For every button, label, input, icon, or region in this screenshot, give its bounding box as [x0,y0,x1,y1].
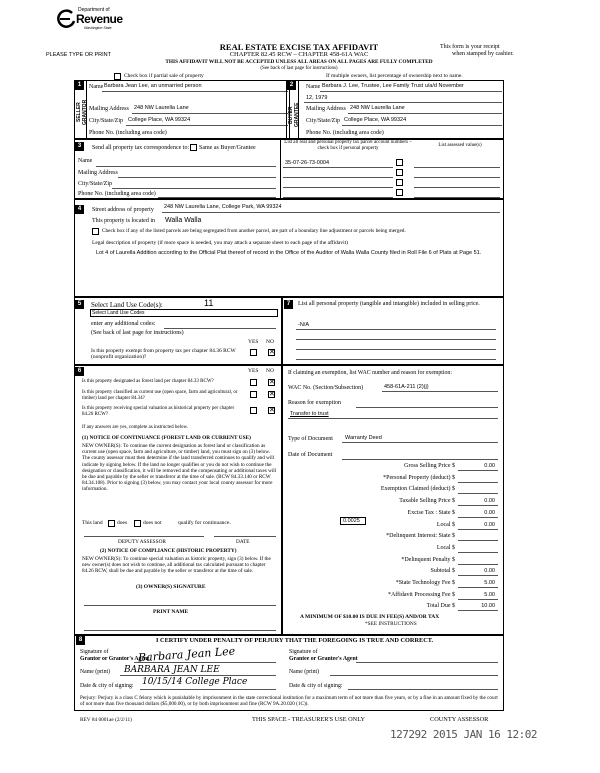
fee-label: *Affidavit Processing Fee $ [387,591,455,598]
fee-underline [458,610,498,611]
county-value[interactable]: Walla Walla [165,217,202,224]
exempt-no-checkbox[interactable]: ✕ [269,348,275,356]
fee-label: Excise Tax : State $ [407,509,455,516]
legal-description-value[interactable]: Lot 4 of Laurella Addition according to the Official Plat thereof of record in the Office of the Auditor of Walla Walla County filed in Roll File 6 of Plats at Page 51. [96,250,482,256]
parcel-number[interactable]: 35-07-26-73-0004 [285,160,330,166]
fee-underline [458,470,498,471]
receipt-note-2: when stamped by cashier. [452,51,514,57]
form-chapter: CHAPTER 82.45 RCW – CHAPTER 458-61A WAC [229,51,369,58]
deputy-assessor-label: DEPUTY ASSESSOR [118,539,166,545]
section-6-marker: 6 [75,367,84,376]
fee-underline [458,482,498,483]
wac-value[interactable]: 458-61A-211 (2)(j) [384,384,429,390]
logo-dept: Department of [78,7,110,13]
grantee-agent-label: Grantee or Grantee's Agent [289,656,358,662]
county-assessor-label: COUNTY ASSESSOR [430,716,489,723]
receipt-note: This form is your receipt [440,44,500,50]
buyer-mailing-value[interactable]: 248 NW Laurella Lane [350,105,405,111]
deputy-date-label: DATE [236,539,250,545]
section-5-marker: 5 [75,300,84,309]
logo-sub: Washington State [84,26,112,30]
partial-sale-checkbox[interactable] [114,73,121,80]
fee-label: *Delinquent Interest: State $ [386,533,455,540]
fee-label: Gross Selling Price $ [404,463,455,469]
reason-exemption-label: Reason for exemption [288,400,341,406]
buyer-name-value-2[interactable]: 12, 1979 [306,95,328,101]
logo-swoosh-icon [56,9,76,29]
corr-mailing-label: Mailing Address [78,170,118,176]
yes-header-6: YES [248,368,259,374]
buyer-phone-label: Phone No. (including area code) [306,130,384,136]
notice-continuance-title: (1) NOTICE OF CONTINUANCE (FOREST LAND OR CURRENT USE) [82,435,251,441]
buyer-name-label: Name [306,84,321,90]
fee-label: Taxable Selling Price $ [399,498,455,505]
fee-value[interactable]: 0.00 [484,463,495,469]
type-or-print: PLEASE TYPE OR PRINT [46,52,112,58]
logo-name: Revenue [76,12,123,26]
fee-underline [458,493,498,494]
doc-date-label: Date of Document [288,452,333,458]
seller-mailing-value[interactable]: 248 NW Laurella Lane [134,105,189,111]
send-correspondence-label: Send all property tax correspondence to: [92,145,190,151]
does-not-label: does not [143,520,162,526]
fee-underline [458,587,498,588]
seller-city-value[interactable]: College Place, WA 99324 [128,117,191,123]
fee-underline [458,517,498,518]
fee-underline [458,540,498,541]
corr-name-label: Name [78,158,93,164]
reason-exemption-value[interactable]: Transfer to trust [290,411,329,417]
street-address-value[interactable]: 248 NW Laurella Lane, College Park, WA 99324 [164,204,282,210]
forest-no-checkbox[interactable]: ✕ [269,378,275,386]
seller-grantor-label: SELLER GRANTOR [76,99,88,125]
fee-value[interactable]: 10.00 [481,603,495,610]
fee-label: *Personal Property (deduct) $ [383,474,455,481]
multiple-owners-note: If multiple owners, list percentage of ownership next to name. [326,73,463,79]
section-2-marker: 2 [287,81,296,90]
fee-label: Total Due $ [426,603,455,610]
exempt-question: Is this property exempt from property tax per chapter 84.36 RCW (nonprofit organization)? [91,348,236,360]
exempt-yes-checkbox[interactable] [250,349,257,356]
personal-property-checkbox-3[interactable] [396,179,403,186]
section-3-marker: 3 [75,142,84,151]
buyer-grantee-label: BUYER GRANTEE [288,102,300,128]
seller-city-label: City/State/Zip [89,118,123,124]
personal-property-checkbox-2[interactable] [396,169,403,176]
grantor-name-label: Name (print) [80,669,111,675]
buyer-city-label: City/State/Zip [306,118,340,124]
doc-type-value[interactable]: Warranty Deed [345,435,382,441]
personal-property-value[interactable]: -N/A [298,322,309,328]
see-back-land-use: (See back of last page for instructions) [91,330,184,336]
notice-continuance-text: NEW OWNER(S): To continue the current designation as forest land or classification as current use (open space, farm and agriculture, or timber) land, you must sign on (3) below. The county assessor must then determine if the land transferred continues to qualify and will indicate by signing below. If the land no longer qualifies or you do not wish to continue the designation or classification, it will be removed and the compensating or additional taxes will be due and payable by the seller or transferor at the time of sale. (RCW 84.33.140 or RCW 84.34.108). Prior to signing (3) below, you may contact your local county assessor for more information. [82,443,277,493]
section-1-marker: 1 [75,81,84,90]
corr-phone-label: Phone No. (including area code) [78,191,156,197]
fee-label: *Delinquent Penalty $ [401,556,455,563]
no-header-5: NO [266,339,274,345]
if-any-yes: If any answers are yes, complete as instructed below. [82,425,189,430]
select-land-use-label: Select Land Use Code(s): [91,301,163,309]
current-use-no-checkbox[interactable]: ✕ [269,390,275,398]
land-use-code-value[interactable]: 11 [204,298,214,308]
seller-name-value[interactable]: Barbara Jean Lee, an unmarried person [104,83,202,89]
buyer-name-value[interactable]: Barbara J. Lee, Trustee, Lee Family Trust u/a/d November [322,83,464,89]
wac-label: WAC No. (Section/Subsection) [288,385,364,391]
revenue-logo [56,6,126,32]
corr-city-label: City/State/Zip [78,181,112,187]
claiming-exemption-label: If claiming an exemption, list WAC number and reason for exemption: [288,370,452,376]
grantee-name-label: Name (print) [289,669,320,675]
does-qualify-checkbox[interactable] [108,520,115,527]
does-not-qualify-checkbox[interactable] [134,520,141,527]
fee-underline [458,505,498,506]
personal-property-checkbox-4[interactable] [396,189,403,196]
grantor-date-value[interactable]: 10/15/14 College Place [142,677,248,687]
fee-value[interactable]: 0.00 [484,509,495,516]
see-back-instructions: (See back of last page for instructions) [260,66,338,71]
fee-value[interactable]: 5.00 [484,591,495,598]
segregated-label: Check box if any of the listed parcels are being segregated from another parcel, are part of a boundary line adjustment or parcels being merged. [102,228,406,234]
same-as-buyer-label: Same as Buyer/Grantee [199,145,256,151]
fee-value[interactable]: 5.00 [484,580,495,586]
historic-yes-checkbox[interactable] [250,407,257,414]
additional-codes-label: enter any additional codes: [91,321,156,327]
current-use-yes-checkbox[interactable] [250,391,257,398]
notice-compliance-text: NEW OWNER(S): To continue special valuation as historic property, sign (3) below. If the new owner(s) does not wish to continue, all additional tax calculated pursuant to chapter 84.26 RCW, shall be due and payable by the seller or transferor at the time of sale. [82,556,271,575]
seller-phone-label: Phone No. (including area code) [89,130,167,136]
grantee-date-label: Date & city of signing: [289,683,343,689]
yes-header-5: YES [248,339,259,345]
grantor-date-label: Date & city of signing: [80,683,134,689]
local-rate-value: 0.0025 [343,518,360,524]
segregated-checkbox[interactable] [92,228,99,235]
assessed-value-header: List assessed value(s) [438,143,482,148]
certify-statement: I CERTIFY UNDER PENALTY OF PERJURY THAT THE FOREGOING IS TRUE AND CORRECT. [156,637,434,644]
section-4-marker: 4 [75,205,84,214]
fee-label: *State Technology Fee $ [395,580,455,586]
forest-yes-checkbox[interactable] [250,379,257,386]
legal-description-label: Legal description of property (if more space is needed, you may attach a separate sheet to each page of the affidavit) [92,240,348,246]
grantor-agent-label: Grantor or Grantor's Agent [80,656,150,662]
buyer-mailing-label: Mailing Address [306,106,346,112]
list-personal-property-label: List all personal property (tangible and intangible) included in selling price. [298,301,480,307]
grantor-signature-value[interactable]: Barbara Jean Lee [137,644,236,665]
section-7-marker: 7 [284,300,293,309]
form-title: REAL ESTATE EXCISE TAX AFFIDAVIT [219,42,379,52]
fee-label: Subtotal $ [430,568,455,575]
treasurer-use-label: THIS SPACE - TREASURER'S USE ONLY [252,716,365,723]
street-address-label: Street address of property [92,207,154,213]
grantee-signature-of: Signature of [289,649,318,655]
land-use-select-placeholder: Select Land Use Codes [92,310,145,316]
fee-underline [458,529,498,530]
property-section [74,199,504,297]
current-use-question: Is this property classified as current use (open space, farm and agricultural, or timber) land per chapter 84.34? [82,390,238,401]
fee-underline [458,552,498,553]
no-header-6: NO [266,368,274,374]
forest-question: Is this property designated as forest land per chapter 84.33 RCW? [82,379,214,384]
print-name-label: PRINT NAME [153,609,189,615]
qualify-label: qualify for continuance. [178,520,231,526]
grantor-signature-of: Signature of [80,649,109,655]
fee-underline [458,599,498,600]
fee-value[interactable]: 0.00 [484,498,495,505]
recording-stamp: 127292 2015 JAN 16 12:02 [390,728,537,741]
fee-underline [458,564,498,565]
perjury-notice: Perjury: Perjury is a class C felony which is punishable by imprisonment in the state correctional institution for a maximum term of not more than five years, or by a fine in an amount fixed by the court of not more than five thousand dollars ($5,000.00), or by both imprisonment and fine (RCW 9A.20.020 (1C)). [80,695,498,707]
grantor-name-value[interactable]: BARBARA JEAN LEE [124,665,220,675]
fee-value[interactable]: 0.00 [484,521,495,528]
historic-no-checkbox[interactable]: ✕ [269,406,275,414]
located-in-label: This property is located in [92,218,155,224]
fee-label: Local $ [436,521,455,528]
minimum-fee-note: A MINIMUM OF $10.00 IS DUE IN FEE(S) AND/OR TAX [300,614,440,620]
fee-label: Exemption Claimed (deduct) $ [380,486,455,493]
historic-question: Is this property receiving special valuation as historical property per chapter 84.26 RCW? [82,406,235,417]
revision-number: REV 84 0001ae (2/2/11) [80,717,132,723]
same-as-buyer-checkbox[interactable] [190,144,197,151]
owner-signature-label: (3) OWNER(S) SIGNATURE [136,584,206,590]
not-accepted-notice: THIS AFFIDAVIT WILL NOT BE ACCEPTED UNLESS ALL AREAS ON ALL PAGES ARE FULLY COMPLETED [165,59,433,65]
fee-value[interactable]: 0.00 [484,568,495,575]
doc-type-label: Type of Document [288,436,333,442]
see-instructions-note: *SEE INSTRUCTIONS [365,621,417,627]
parcel-list-header: List all real and personal property tax parcel account numbers – check box if personal property [284,140,412,151]
this-land-label: This land [82,520,103,526]
seller-name-label: Name [89,84,104,90]
section-8-marker: 8 [76,636,85,645]
fee-underline [458,575,498,576]
notice-compliance-title: (2) NOTICE OF COMPLIANCE (HISTORIC PROPERTY) [100,548,237,554]
seller-mailing-label: Mailing Address [89,106,129,112]
personal-property-checkbox-1[interactable] [396,159,403,166]
does-label: does [117,520,128,526]
buyer-city-value[interactable]: College Place, WA 99324 [344,117,407,123]
partial-sale-label: Check box if partial sale of property [124,73,204,79]
fee-label: Local $ [436,544,455,551]
